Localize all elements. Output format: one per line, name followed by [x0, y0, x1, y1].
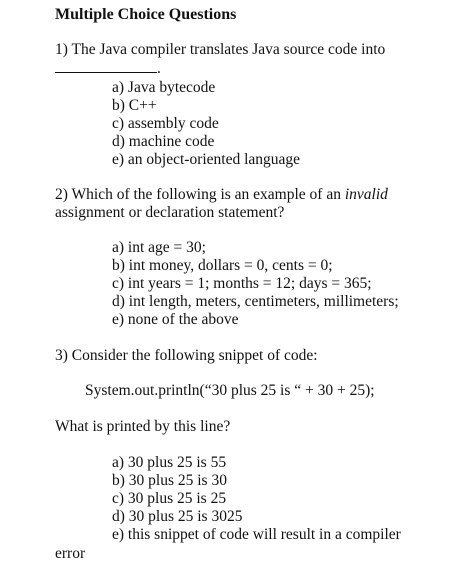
q3-option-c: c) 30 plus 25 is 25: [112, 490, 227, 507]
q2-option-b: b) int money, dollars = 0, cents = 0;: [112, 257, 333, 274]
question-2-stem: [55, 186, 388, 204]
question-2-stem-line2: assignment or declaration statement?: [55, 204, 285, 221]
question-3-prompt: What is printed by this line?: [55, 418, 231, 435]
q2-option-e: e) none of the above: [112, 311, 239, 328]
q3-option-a: a) 30 plus 25 is 55: [112, 454, 227, 471]
question-1-stem: 1) The Java compiler translates Java source code into: [55, 41, 386, 58]
q2-option-a: a) int age = 30;: [112, 239, 206, 256]
q2-option-d: d) int length, meters, centimeters, millimeters;: [112, 293, 399, 310]
q1-option-d: d) machine code: [112, 133, 215, 150]
code-snippet: System.out.println(“30 plus 25 is “ + 30 + 25);: [85, 382, 375, 399]
blank-line: [55, 60, 157, 73]
question-2-emphasis: invalid: [344, 186, 388, 203]
page-title: Multiple Choice Questions: [55, 6, 237, 23]
q3-option-b: b) 30 plus 25 is 30: [112, 472, 227, 489]
q1-option-a: a) Java bytecode: [112, 79, 216, 96]
answer-blank: [55, 60, 161, 78]
q3-option-e-continuation: error: [55, 545, 86, 562]
q1-option-e: e) an object-oriented language: [112, 151, 301, 168]
question-3-stem: 3) Consider the following snippet of code:: [55, 347, 318, 364]
q1-option-b: b) C++: [112, 97, 157, 114]
q1-option-c: c) assembly code: [112, 115, 219, 132]
q3-option-e: e) this snippet of code will result in a compiler: [112, 526, 401, 543]
blank-suffix: .: [157, 60, 161, 77]
q2-option-c: c) int years = 1; months = 12; days = 365;: [112, 275, 372, 292]
question-2-stem-text: 2) Which of the following is an example of an: [55, 186, 345, 203]
q3-option-d: d) 30 plus 25 is 3025: [112, 508, 243, 525]
